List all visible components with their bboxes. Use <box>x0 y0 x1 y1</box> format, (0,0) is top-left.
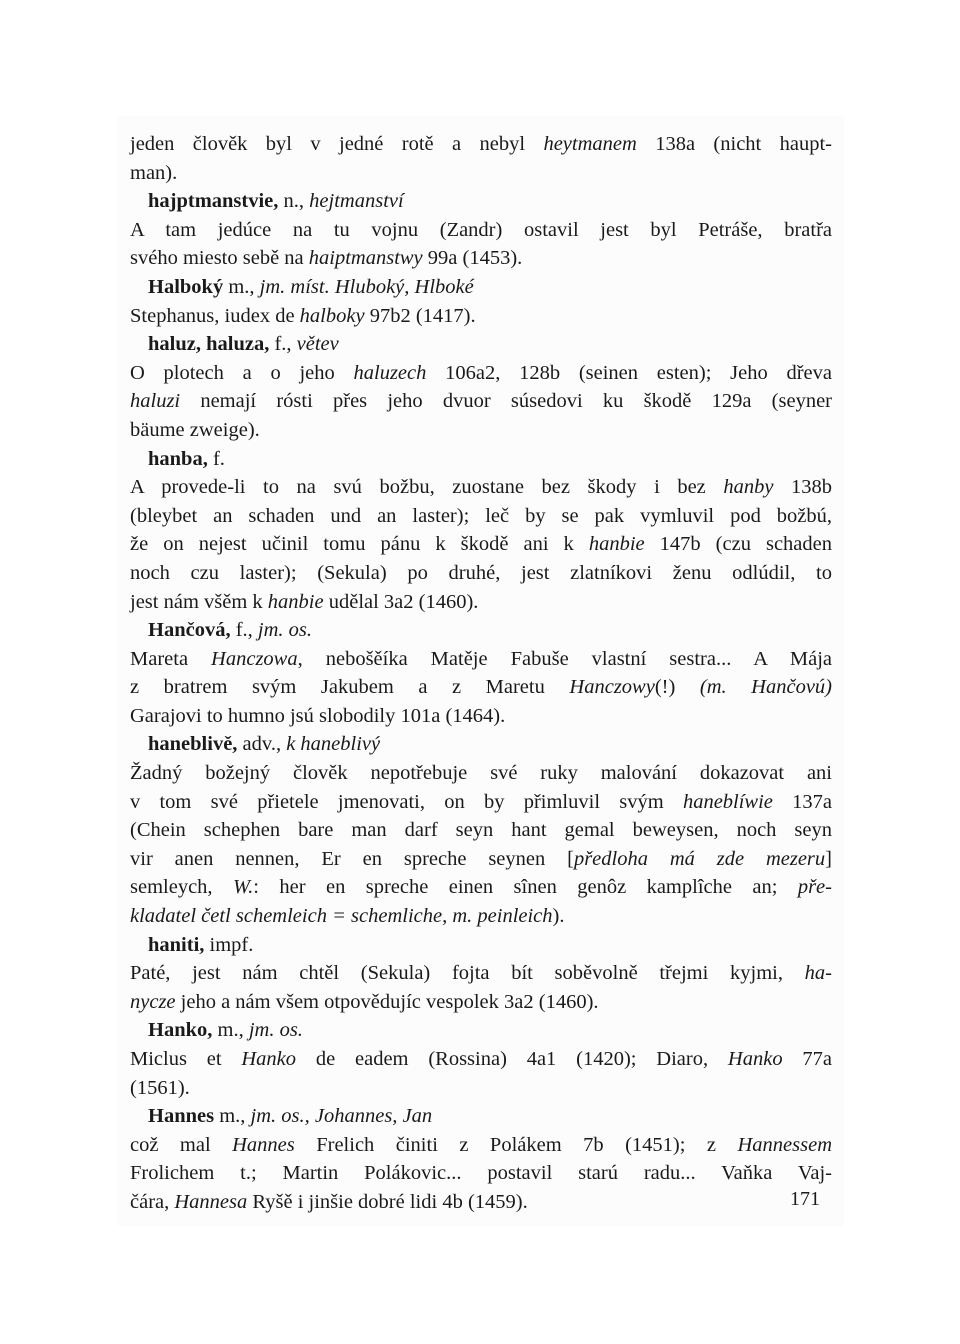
text-line: O plotech a o jeho haluzech 106a2, 128b (seinen esten); Jeho dřeva <box>130 361 832 384</box>
entry-headword-line: hajptmanstvie, n., hejtmanství <box>148 190 404 213</box>
text-line: jest nám všěm k hanbie udělal 3a2 (1460). <box>130 590 479 613</box>
text-line: (Chein schephen bare man darf seyn hant gemal beweysen, noch seyn <box>130 819 832 842</box>
entry-headword-line: haluz, haluza, f., větev <box>148 333 339 356</box>
headword: Hanko, <box>148 1019 213 1042</box>
headword: Halboký <box>148 275 224 298</box>
text-line: jeden člověk byl v jedné rotě a nebyl heytmanem 138a (nicht haupt- <box>130 133 832 155</box>
text-line: což mal Hannes Frelich činiti z Polákem 7b (1451); z Hannessem <box>130 1133 832 1156</box>
entry-headword-line: Hanko, m., jm. os. <box>148 1019 303 1042</box>
page-number: 171 <box>790 1188 820 1210</box>
text-line: Stephanus, iudex de halboky 97b2 (1417). <box>130 304 476 327</box>
text-line: A provede-li to na svú božbu, zuostane bez škody i bez hanby 138b <box>130 476 833 499</box>
text-line: z bratrem svým Jakubem a z Maretu Hanczowy(!) (m. Hančovú) <box>130 676 833 699</box>
headword: haneblivě, <box>148 733 238 756</box>
headword: haniti, <box>148 933 205 956</box>
text-line: A tam jedúce na tu vojnu (Zandr) ostavil jest byl Petráše, bratřa <box>130 218 832 241</box>
text-line: bäume zweige). <box>130 418 260 441</box>
text-line: Paté, jest nám chtěl (Sekula) fojta bít soběvolně třejmi kyjmi, ha- <box>130 962 832 985</box>
headword: Hančová, <box>148 619 231 642</box>
text-line: noch czu laster); (Sekula) po druhé, jest zlatníkovi ženu odlúdil, to <box>130 561 832 584</box>
entry-headword-line: Hančová, f., jm. os. <box>148 619 313 642</box>
text-line: čára, Hannesa Ryšě i jinšie dobré lidi 4b (1459). <box>130 1190 528 1213</box>
headword: Hannes <box>148 1105 215 1128</box>
text-line: (1561). <box>130 1076 190 1099</box>
headword: haluz, haluza, <box>148 333 270 356</box>
text-line: nycze jeho a nám všem otpovědujíc vespolek 3a2 (1460). <box>130 990 599 1013</box>
text-line: haluzi nemají rósti přes jeho dvuor súsedovi ku škodě 129a (seyner <box>130 390 832 413</box>
entry-headword-line: haniti, impf. <box>148 933 254 956</box>
entry-headword-line: hanba, f. <box>148 447 225 470</box>
text-line: že on nejest učinil tomu pánu k škodě ani k hanbie 147b (czu schaden <box>130 533 832 556</box>
dictionary-text <box>130 130 832 1217</box>
headword: hajptmanstvie, <box>148 190 279 213</box>
text-line: v tom své přietele jmenovati, on by přimluvil svým haneblíwie 137a <box>130 790 832 813</box>
text-line: Žadný božejný člověk nepotřebuje své ruky malování dokazovat ani <box>130 762 832 785</box>
entry-headword-line: haneblivě, adv., k haneblivý <box>148 733 381 756</box>
entry-headword-line: Halboký m., jm. míst. Hluboký, Hlboké <box>148 275 474 298</box>
entry-headword-line: Hannes m., jm. os., Johannes, Jan <box>148 1105 433 1128</box>
headword: hanba, <box>148 447 208 470</box>
text-line: Frolichem t.; Martin Polákovic... postavil starú radu... Vaňka Vaj- <box>130 1162 832 1185</box>
text-line: man). <box>130 161 178 184</box>
text-line: kladatel četl schemleich = schemliche, m. peinleich). <box>130 905 565 928</box>
text-line: Mareta Hanczowa, nebošěíka Matěje Fabuše vlastní sestra... A Mája <box>130 647 833 670</box>
text-line: vir anen nennen, Er en spreche seynen [předloha má zde mezeru] <box>130 847 832 870</box>
text-line: Garajovi to humno jsú slobodily 101a (1464). <box>130 704 506 727</box>
text-line: svého miesto sebě na haiptmanstwy 99a (1453). <box>130 247 523 270</box>
text-line: (bleybet an schaden und an laster); leč by se pak vymluvil pod božbú, <box>130 504 832 527</box>
text-line: semleych, W.: her en spreche einen sînen genôz kamplîche an; pře- <box>130 876 832 899</box>
text-line: Miclus et Hanko de eadem (Rossina) 4a1 (1420); Diaro, Hanko 77a <box>130 1048 832 1070</box>
